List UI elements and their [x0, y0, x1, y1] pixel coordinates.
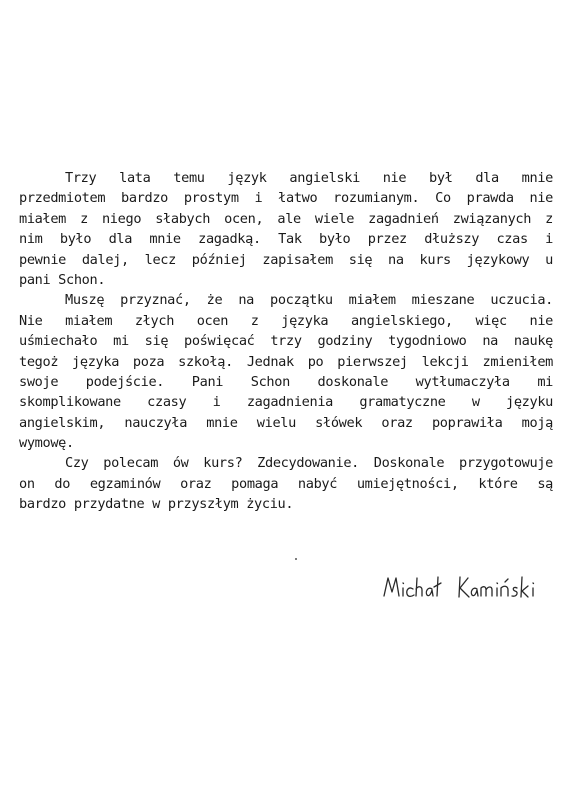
text-line: nim było dla mnie zagadką. Tak było przez dłuższy czas i [19, 231, 553, 248]
paragraph-2 [19, 290, 553, 453]
text-line: pewnie dalej, lecz później zapisałem się na kurs językowy u [19, 251, 553, 268]
paragraph-1 [19, 168, 553, 290]
text-line: Trzy lata temu język angielski nie był dla mnie [65, 170, 553, 186]
handwritten-signature [380, 570, 550, 610]
text-line: Nie miałem złych ocen z języka angielskiego, więc nie [19, 312, 553, 329]
text-line: bardzo przydatne w przyszłym życiu. [19, 496, 294, 513]
letter-body [19, 168, 553, 515]
text-line: swoje podejście. Pani Schon doskonale wytłumaczyła mi [19, 373, 553, 390]
text-line: miałem z niego słabych ocen, ale wiele zagadnień związanych z [19, 210, 553, 227]
text-line: Muszę przyznać, że na początku miałem mieszane uczucia. [65, 292, 553, 309]
text-line: tegoż języka poza szkołą. Jednak po pierwszej lekcji zmieniłem [19, 353, 553, 370]
scan-speck [295, 558, 297, 560]
text-line: Czy polecam ów kurs? Zdecydowanie. Doskonale przygotowuje [65, 455, 553, 472]
text-line: skomplikowane czasy i zagadnienia gramatyczne w języku [19, 394, 553, 411]
paragraph-3 [19, 453, 553, 514]
text-line: uśmiechało mi się poświęcać trzy godziny tygodniowo na naukę [19, 333, 553, 350]
text-line: przedmiotem bardzo prostym i łatwo rozumianym. Co prawda nie [19, 190, 553, 207]
text-line: on do egzaminów oraz pomaga nabyć umiejętności, które są [19, 475, 553, 492]
text-line: pani Schon. [19, 271, 106, 288]
text-line: angielskim, nauczyła mnie wielu słówek oraz poprawiła moją [19, 414, 553, 431]
text-line: wymowę. [19, 435, 74, 452]
